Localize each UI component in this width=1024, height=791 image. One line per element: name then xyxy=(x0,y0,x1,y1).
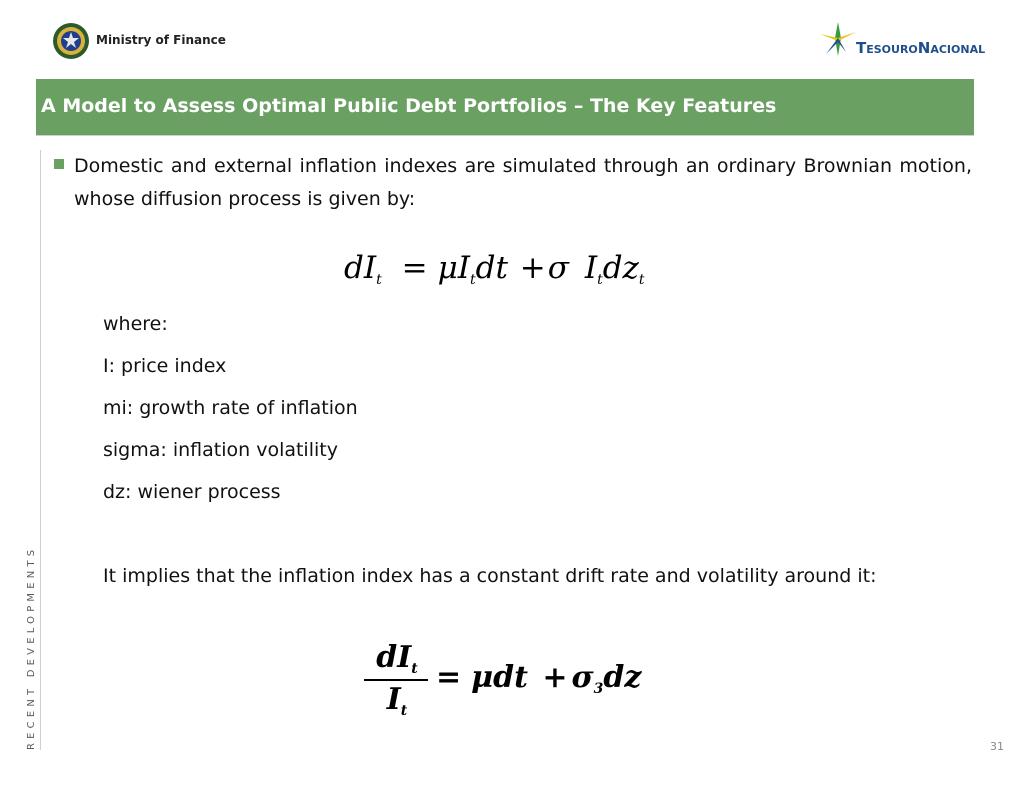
ministry-seal-icon xyxy=(52,22,90,60)
intro-paragraph: Domestic and external inflation indexes are simulated through an ordinary Brownian motion, whose diffusion process is given by: xyxy=(74,155,972,210)
page-number: 31 xyxy=(990,740,1004,753)
title-bar xyxy=(36,79,974,136)
definition-where: where: xyxy=(103,313,168,335)
bullet-square-icon xyxy=(54,159,64,169)
ministry-name: Ministry of Finance xyxy=(96,33,226,47)
definition-wiener: dz: wiener process xyxy=(103,481,281,503)
implication-text: It implies that the inflation index has a constant drift rate and volatility around it: xyxy=(103,565,877,587)
definition-price-index: I: price index xyxy=(103,355,227,377)
definition-growth-rate: mi: growth rate of inflation xyxy=(103,397,358,419)
tesouro-star-icon xyxy=(816,20,860,60)
logo-wordmark: TESOURONACIONAL xyxy=(856,39,986,57)
slide-title: A Model to Assess Optimal Public Debt Portfolios – The Key Features xyxy=(41,95,777,117)
left-divider xyxy=(40,150,41,750)
diffusion-equation: $dI_t = \mu I_tdt +\sigma$ $I_tdz_t$ xyxy=(344,250,645,288)
definition-volatility: sigma: inflation volatility xyxy=(103,439,338,461)
side-section-label: RECENT DEVELOPMENTS xyxy=(26,545,37,750)
fraction-bar xyxy=(364,679,428,681)
